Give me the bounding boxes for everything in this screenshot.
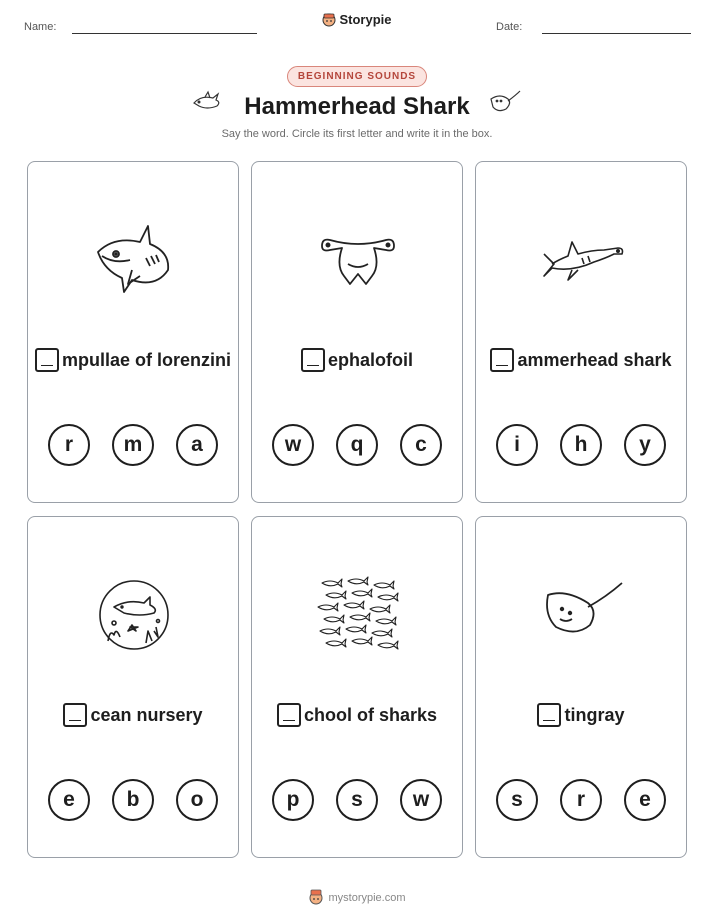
footer [0,888,714,909]
letter-choice[interactable]: c [400,424,442,466]
letter-choice[interactable]: i [496,424,538,466]
word-row [28,348,238,372]
word-row [476,703,686,727]
word-row [28,703,238,727]
letter-choice[interactable]: m [112,424,154,466]
ocean-globe-icon [84,569,184,659]
letter-choice[interactable]: o [176,779,218,821]
word-row [476,348,686,372]
letter-choice[interactable]: r [48,424,90,466]
mascot-icon [308,888,324,909]
date-line[interactable] [542,33,691,34]
name-label: Name: [24,21,57,33]
word-card [475,161,687,503]
word-ending: ammerhead shark [517,349,672,370]
word-card [27,161,239,503]
letter-box[interactable] [35,348,59,372]
name-line[interactable] [72,33,257,34]
letter-choice[interactable]: a [176,424,218,466]
letter-box[interactable] [301,348,325,372]
word-card [251,516,463,858]
word-ending: tingray [564,704,625,725]
letter-choice[interactable]: y [624,424,666,466]
word-card [475,516,687,858]
letter-box[interactable] [277,703,301,727]
mascot-icon [322,13,336,30]
instructions: Say the word. Circle its first letter and write it in the box. [221,128,493,140]
word-ending: ephalofoil [328,349,413,370]
hammerhead-side-icon [532,214,632,304]
word-ending: mpullae of lorenzini [61,349,231,370]
stingray-icon [532,569,632,659]
letter-choice[interactable]: r [560,779,602,821]
word-card [251,161,463,503]
word-row [252,348,462,372]
footer-url[interactable]: mystorypie.com [328,892,406,904]
letter-choice[interactable]: e [48,779,90,821]
date-label: Date: [496,21,523,33]
letter-box[interactable] [490,348,514,372]
category-badge: BEGINNING SOUNDS [287,66,427,87]
letter-choice[interactable]: h [560,424,602,466]
storypie-logo [0,12,714,30]
hammerhead-front-icon [308,214,408,304]
word-ending: chool of sharks [303,704,438,725]
letter-choice[interactable]: w [400,779,442,821]
logo-text: Storypie [339,12,392,27]
word-ending: cean nursery [90,704,203,725]
letter-choice[interactable]: e [624,779,666,821]
letter-choice[interactable]: b [112,779,154,821]
letter-choice[interactable]: s [496,779,538,821]
shark-icon [84,214,184,304]
word-card [27,516,239,858]
letter-box[interactable] [537,703,561,727]
letter-choice[interactable]: w [272,424,314,466]
letter-choice[interactable]: s [336,779,378,821]
letter-choice[interactable]: p [272,779,314,821]
word-row [252,703,462,727]
shark-school-icon [308,569,408,659]
stingray-icon [488,89,522,122]
letter-box[interactable] [63,703,87,727]
page-title: Hammerhead Shark [244,93,470,120]
letter-choice[interactable]: q [336,424,378,466]
